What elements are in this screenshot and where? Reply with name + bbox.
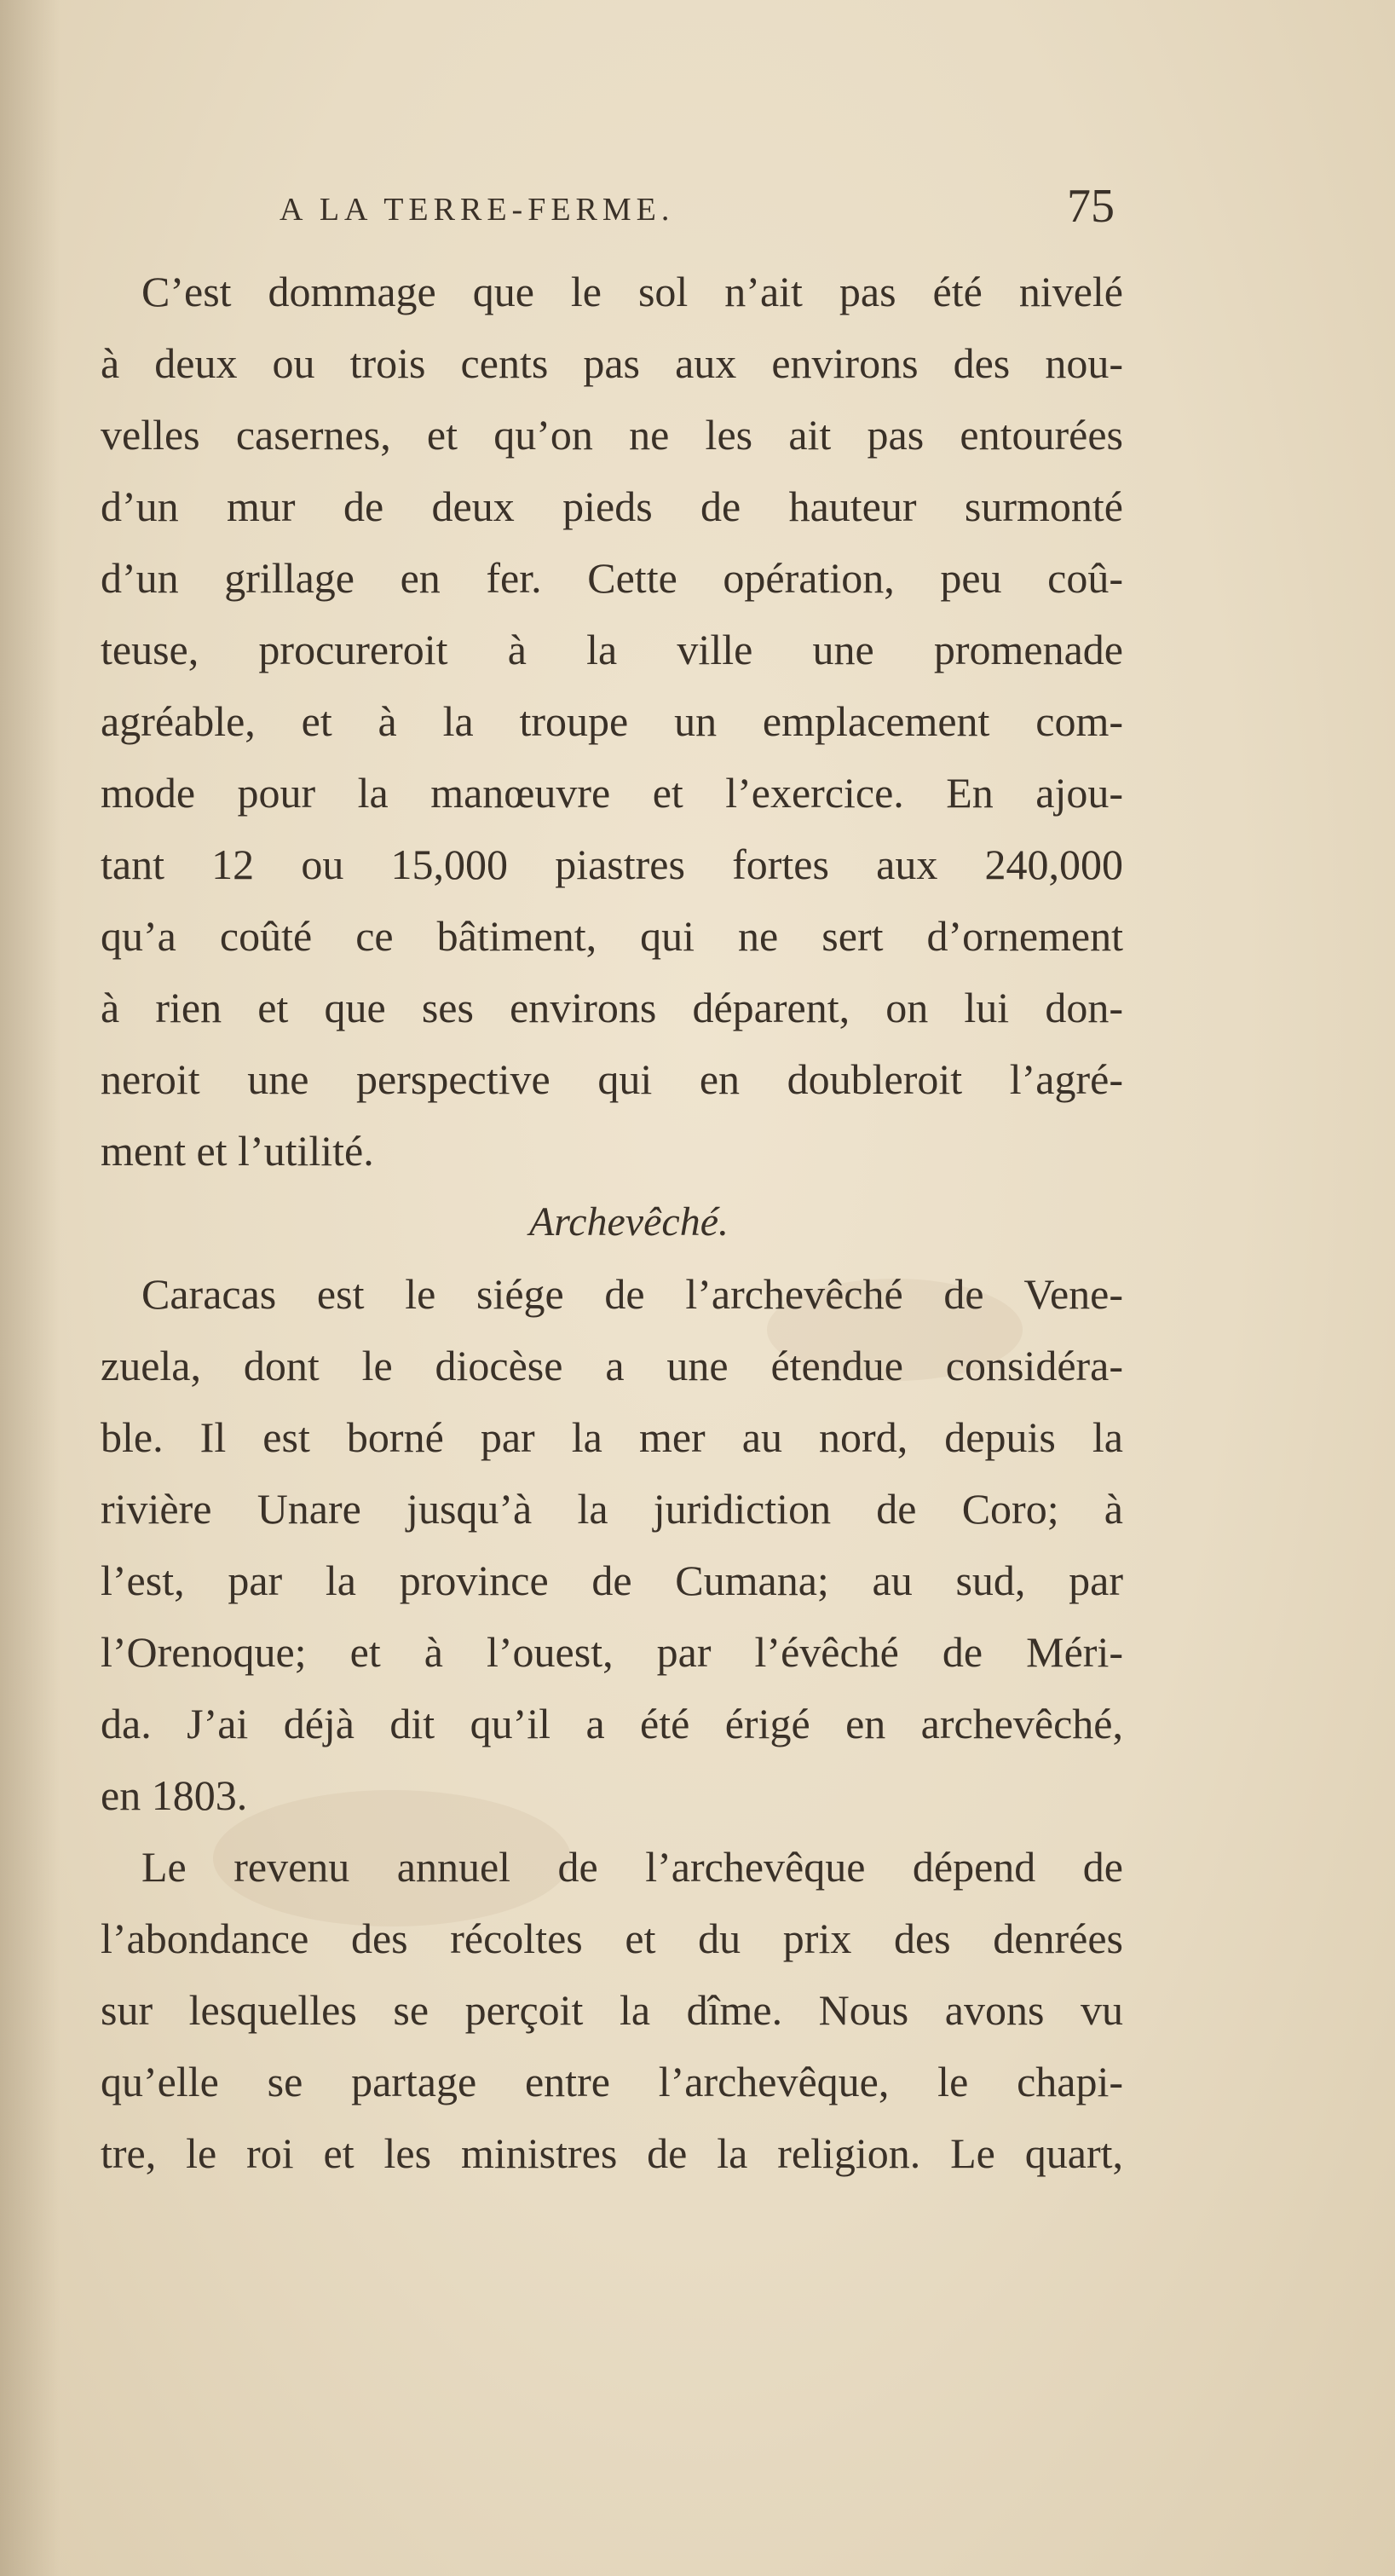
text-line: à rien et que ses environs déparent, on lui don- [101, 984, 1123, 1031]
text-line: da. J’ai déjà dit qu’il a été érigé en archevêché, [101, 1700, 1123, 1747]
text-line: l’est, par la province de Cumana; au sud, par [101, 1557, 1123, 1604]
text-line: velles casernes, et qu’on ne les ait pas entourées [101, 411, 1123, 459]
section-title: Archevêché. [528, 1199, 729, 1245]
text-line: ble. Il est borné par la mer au nord, depuis la [101, 1413, 1123, 1461]
text-line: à deux ou trois cents pas aux environs des nou- [101, 339, 1123, 387]
spine-shadow [0, 0, 60, 2576]
text-line: Le revenu annuel de l’archevêque dépend de [141, 1843, 1123, 1891]
text-line: C’est dommage que le sol n’ait pas été nivelé [141, 268, 1123, 315]
text-line: l’abondance des récoltes et du prix des denrées [101, 1915, 1123, 1962]
paragraph [101, 1831, 1123, 2189]
text-line: rivière Unare jusqu’à la juridiction de Coro; à [101, 1485, 1123, 1533]
text-line: qu’elle se partage entre l’archevêque, le chapi- [101, 2058, 1123, 2105]
text-line: en 1803. [101, 1771, 248, 1819]
text-line: ment et l’utilité. [101, 1127, 374, 1175]
paragraph [101, 256, 1123, 1187]
text-line: qu’a coûté ce bâtiment, qui ne sert d’ornement [101, 912, 1123, 960]
text-line: Caracas est le siége de l’archevêché de Vene- [141, 1270, 1123, 1318]
text-line: d’un grillage en fer. Cette opération, peu coû- [101, 554, 1123, 602]
text-line: zuela, dont le diocèse a une étendue considéra- [101, 1342, 1123, 1389]
page-number: 75 [1067, 180, 1115, 233]
text-line: d’un mur de deux pieds de hauteur surmonté [101, 482, 1123, 530]
text-line: teuse, procureroit à la ville une promenade [101, 626, 1123, 673]
page-header [101, 179, 1123, 256]
text-line: agréable, et à la troupe un emplacement com- [101, 697, 1123, 745]
text-line: sur lesquelles se perçoit la dîme. Nous avons vu [101, 1986, 1123, 2034]
text-line: tre, le roi et les ministres de la religion. Le quart, [101, 2129, 1123, 2177]
text-line: l’Orenoque; et à l’ouest, par l’évêché de Méri- [101, 1628, 1123, 1676]
text-line: neroit une perspective qui en doubleroit l’agré- [101, 1055, 1123, 1103]
running-head: A LA TERRE-FERME. [280, 192, 675, 228]
text-block [101, 179, 1123, 2189]
text-line: tant 12 ou 15,000 piastres fortes aux 240,000 [101, 840, 1123, 888]
text-line: mode pour la manœuvre et l’exercice. En ajou- [101, 769, 1123, 817]
paragraph [101, 1258, 1123, 1831]
